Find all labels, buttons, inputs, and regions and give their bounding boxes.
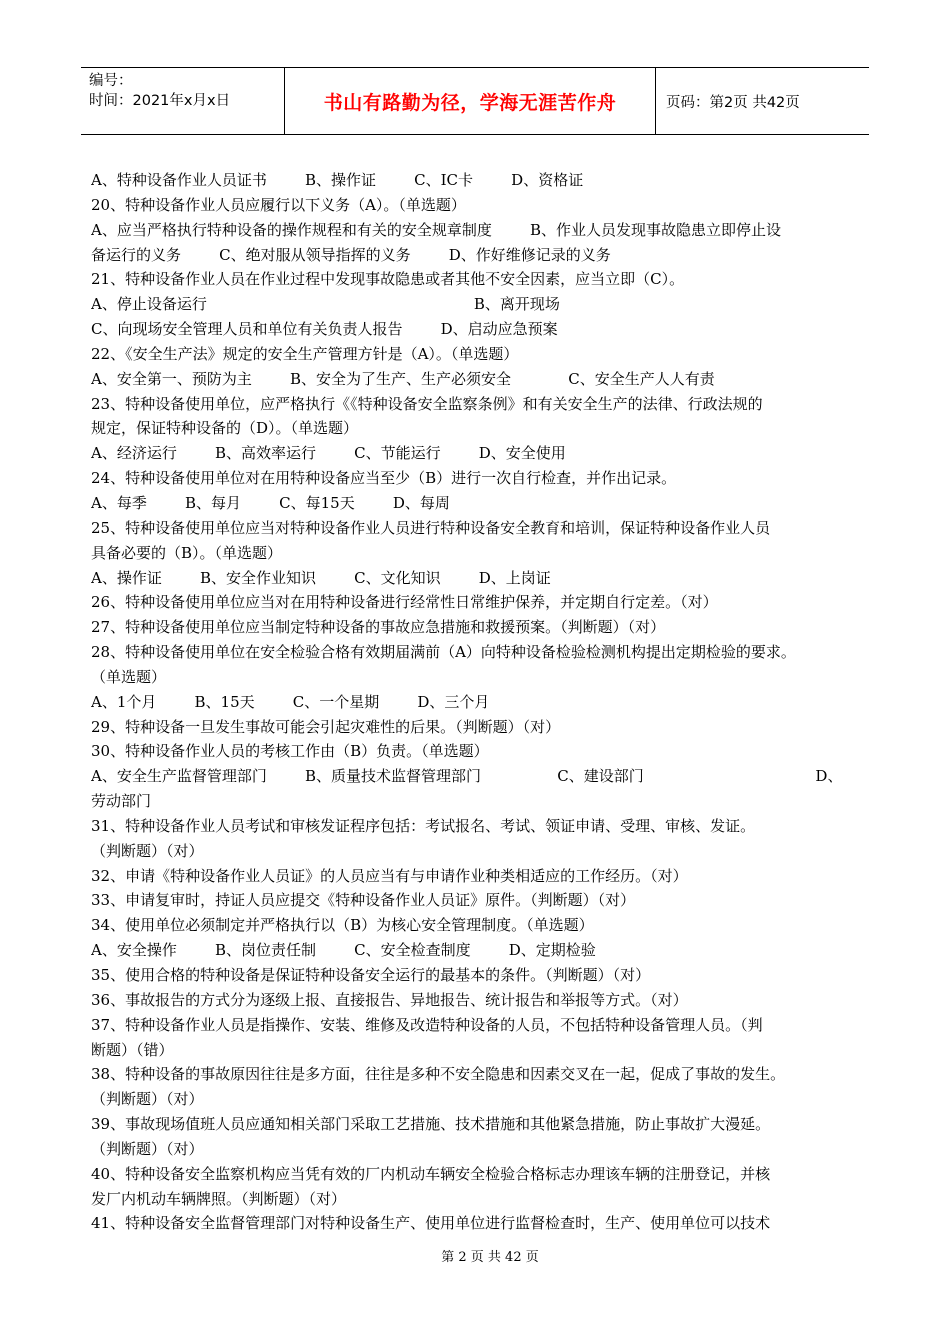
text-line: 26、特种设备使用单位应当对在用特种设备进行经常性日常维护保养，并定期自行定差。（对）	[91, 593, 718, 612]
text-line: （判断题）（对）	[91, 1139, 204, 1158]
text-line: 发厂内机动车辆牌照。（判断题）（对）	[91, 1189, 347, 1208]
text-line: A、每季 B、每月 C、每15天 D、每周	[91, 493, 450, 512]
text-line: 28、特种设备使用单位在安全检验合格有效期届满前（A）向特种设备检验检测机构提出定期检验的要求。	[91, 643, 796, 662]
page-header	[81, 67, 869, 135]
text-line: 规定，保证特种设备的（D）。（单选题）	[91, 419, 359, 438]
text-line: 24、特种设备使用单位对在用特种设备应当至少（B）进行一次自行检查，并作出记录。	[91, 469, 677, 488]
text-line: 36、事故报告的方式分为逐级上报、直接报告、异地报告、统计报告和举报等方式。（对）	[91, 990, 688, 1009]
document-number-label: 编号：	[89, 73, 133, 89]
text-line: 37、特种设备作业人员是指操作、安装、维修及改造特种设备的人员，不包括特种设备管理人员。（判	[91, 1015, 763, 1034]
text-line: 劳动部门	[91, 792, 152, 811]
text-line: 30、特种设备作业人员的考核工作由（B）负责。（单选题）	[91, 742, 489, 761]
text-line: 40、特种设备安全监察机构应当凭有效的厂内机动车辆安全检验合格标志办理该车辆的注册登记，并核	[91, 1164, 771, 1183]
text-line: 35、使用合格的特种设备是保证特种设备安全运行的最基本的条件。（判断题）（对）	[91, 966, 651, 984]
text-line: C、向现场安全管理人员和单位有关负责人报告 D、启动应急预案	[91, 320, 558, 339]
text-line: 34、使用单位必须制定并严格执行以（B）为核心安全管理制度。（单选题）	[91, 916, 594, 935]
text-line: 38、特种设备的事故原因往往是多方面，往往是多种不安全隐患和因素交叉在一起，促成了事故的发生。	[91, 1065, 786, 1084]
header-meta	[81, 68, 284, 134]
document-body	[91, 168, 873, 1236]
text-line: （判断题）（对）	[91, 841, 204, 860]
text-line: 具备必要的（B）。（单选题）	[91, 543, 283, 562]
text-line: （单选题）	[91, 667, 167, 686]
text-line: 备运行的义务 C、绝对服从领导指挥的义务 D、作好维修记录的义务	[91, 245, 611, 264]
page-footer: 第 2 页 共 42 页	[441, 1250, 539, 1265]
text-line: 39、事故现场值班人员应通知相关部门采取工艺措施、技术措施和其他紧急措施，防止事故扩大漫延。	[91, 1115, 771, 1134]
text-line: A、1个月 B、15天 C、一个星期 D、三个月	[91, 692, 490, 711]
header-page-info: 页码：第2页 共42页	[666, 94, 800, 111]
text-line: A、经济运行 B、高效率运行 C、节能运行 D、安全使用	[91, 444, 566, 463]
text-line: 41、特种设备安全监督管理部门对特种设备生产、使用单位进行监督检查时，生产、使用单位可以技术	[91, 1214, 771, 1233]
text-line: A、特种设备作业人员证书 B、操作证 C、IC卡 D、资格证	[91, 171, 584, 189]
text-line: （判断题）（对）	[91, 1090, 204, 1109]
text-line: 31、特种设备作业人员考试和审核发证程序包括：考试报名、考试、领证申请、受理、审核、发证。	[91, 816, 756, 835]
text-line: A、安全操作 B、岗位责任制 C、安全检查制度 D、定期检验	[91, 941, 596, 960]
text-line: A、停止设备运行 B、离开现场	[91, 295, 560, 314]
text-line: 27、特种设备使用单位应当制定特种设备的事故应急措施和救援预案。（判断题）（对）	[91, 618, 666, 637]
text-line: 22、《安全生产法》规定的安全生产管理方针是（A）。（单选题）	[91, 344, 519, 363]
text-line: 20、特种设备作业人员应履行以下义务（A）。（单选题）	[91, 195, 466, 214]
text-line: 29、特种设备一旦发生事故可能会引起灾难性的后果。（判断题）（对）	[91, 717, 561, 736]
text-line: 25、特种设备使用单位应当对特种设备作业人员进行特种设备安全教育和培训，保证特种设备作业人员	[91, 518, 771, 537]
header-motto: 书山有路勤为径，学海无涯苦作舟	[284, 68, 656, 134]
text-line: A、应当严格执行特种设备的操作规程和有关的安全规章制度 B、作业人员发现事故隐患立即停止设	[91, 220, 782, 239]
text-line: A、安全第一、预防为主 B、安全为了生产、生产必须安全 C、安全生产人人有责	[91, 369, 715, 388]
text-line: 断题）（错）	[91, 1040, 174, 1059]
document-date: 时间：2021年x月x日	[89, 93, 231, 109]
text-line: A、操作证 B、安全作业知识 C、文化知识 D、上岗证	[91, 568, 551, 587]
text-line: 32、申请《特种设备作业人员证》的人员应当有与申请作业种类相适应的工作经历。（对）	[91, 866, 688, 885]
text-line: 21、特种设备作业人员在作业过程中发现事故隐患或者其他不安全因素，应当立即（C）。	[91, 270, 685, 289]
text-line: 23、特种设备使用单位，应严格执行《《特种设备安全监察条例》和有关安全生产的法律、行政法规的	[91, 394, 763, 413]
text-line: 33、申请复审时，持证人员应提交《特种设备作业人员证》原件。（判断题）（对）	[91, 891, 636, 910]
text-line: A、安全生产监督管理部门 B、质量技术监督管理部门 C、建设部门 D、	[91, 767, 843, 786]
